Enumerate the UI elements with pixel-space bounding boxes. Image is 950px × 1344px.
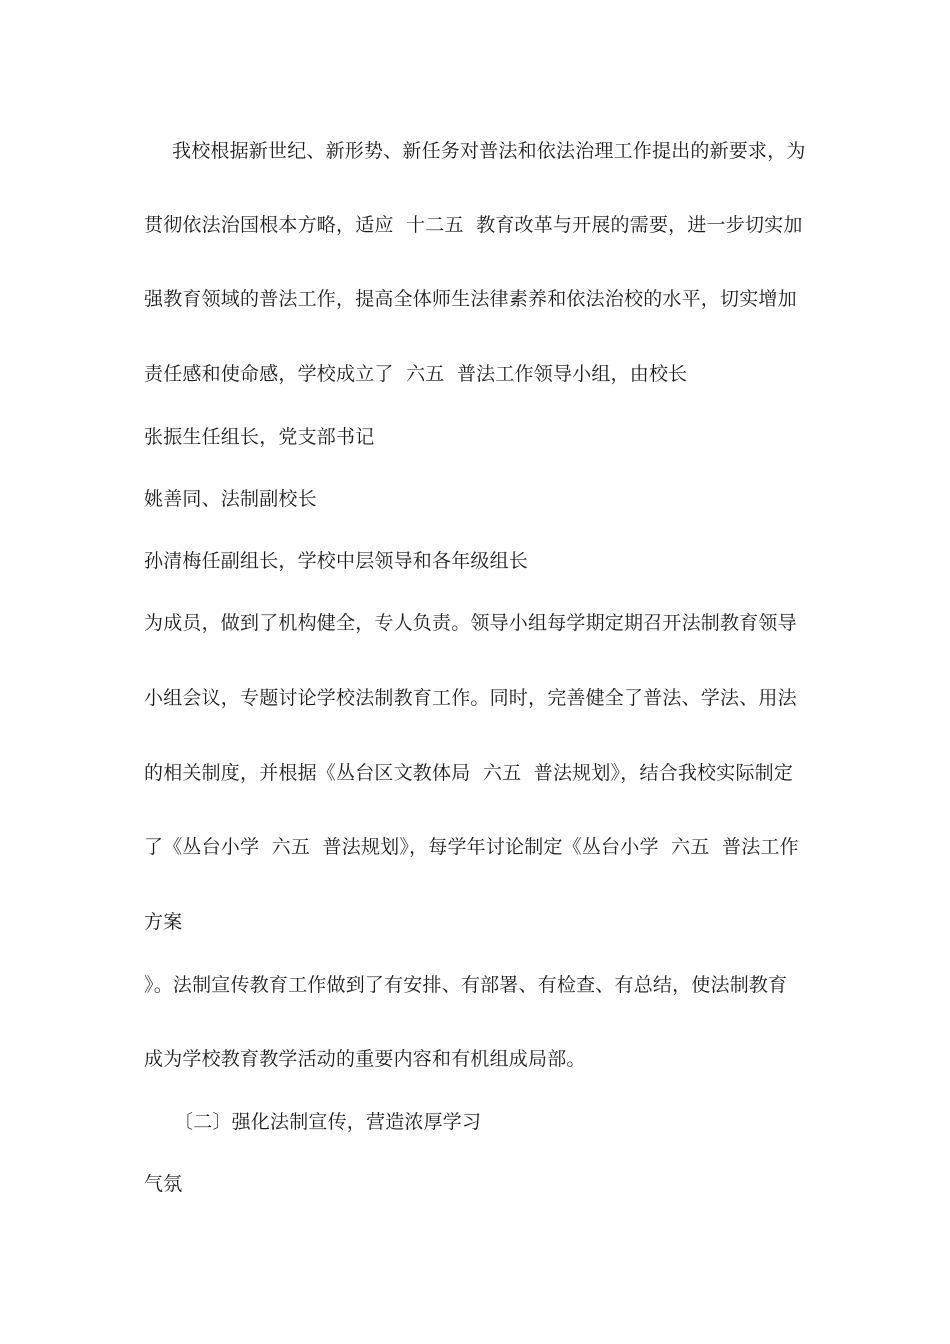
paragraph-line: 方案: [144, 911, 183, 933]
paragraph-line: 孙清梅任副组长，学校中层领导和各年级组长: [144, 550, 529, 572]
paragraph-line: 小组会议，专题讨论学校法制教育工作。同时，完善健全了普法、学法、用法: [144, 687, 797, 709]
paragraph-line: 》。法制宣传教育工作做到了有安排、有部署、有检查、有总结，使法制教育: [144, 974, 788, 996]
paragraph-line: 姚善同、法制副校长: [144, 488, 317, 510]
paragraph-line: 我校根据新世纪、新形势、新任务对普法和依法治理工作提出的新要求，为: [172, 140, 806, 162]
paragraph-line: 强教育领域的普法工作，提高全体师生法律素养和依法治校的水平，切实增加: [144, 288, 797, 310]
paragraph-line: 成为学校教育教学活动的重要内容和有机组成局部。: [144, 1048, 586, 1070]
paragraph-line: 贯彻依法治国根本方略，适应 十二五 教育改革与开展的需要，进一步切实加: [144, 214, 803, 236]
paragraph-line: 张振生任组长，党支部书记: [144, 426, 375, 448]
section-heading: 〔二〕强化法制宣传，营造浓厚学习: [174, 1111, 482, 1133]
paragraph-line: 气氛: [144, 1173, 183, 1195]
paragraph-line: 为成员，做到了机构健全，专人负责。领导小组每学期定期召开法制教育领导: [144, 612, 797, 634]
paragraph-line: 了《丛台小学 六五 普法规划》，每学年讨论制定《丛台小学 六五 普法工作: [144, 836, 799, 858]
paragraph-line: 的相关制度，并根据《丛台区文教体局 六五 普法规划》，结合我校实际制定: [144, 762, 794, 784]
paragraph-line: 责任感和使命感，学校成立了 六五 普法工作领导小组，由校长: [144, 363, 688, 385]
